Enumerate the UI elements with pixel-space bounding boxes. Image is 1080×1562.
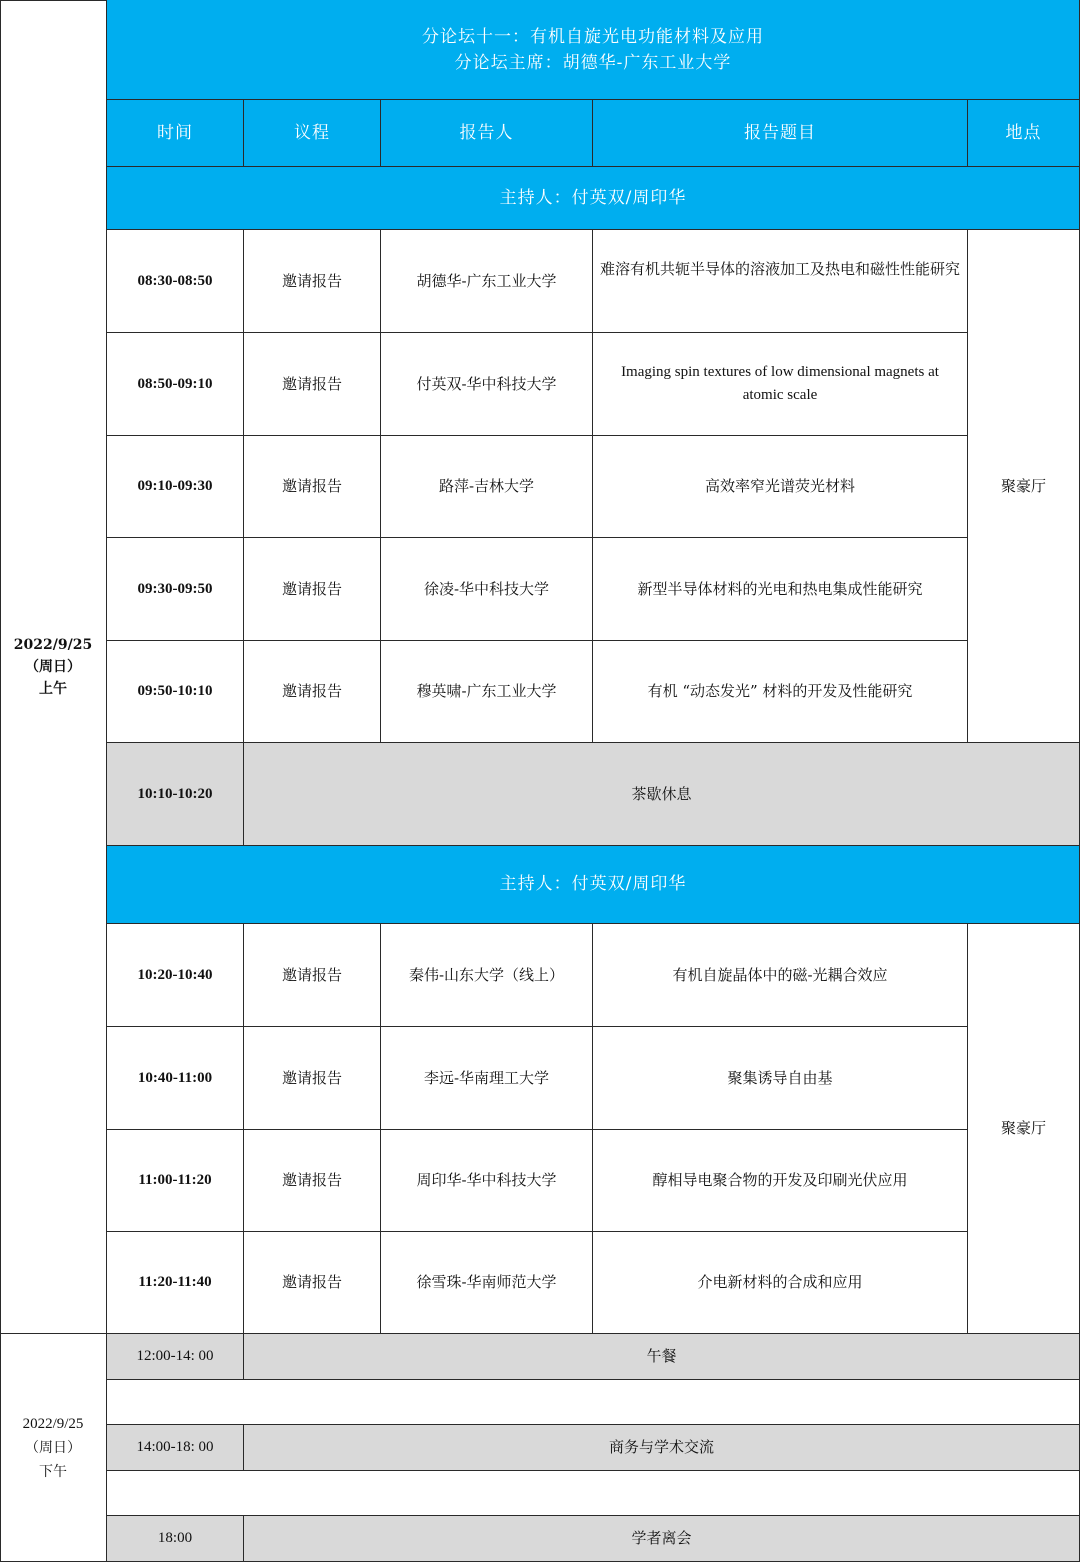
time-cell: 08:30-08:50: [107, 230, 244, 333]
header-venue: 地点: [968, 100, 1080, 167]
topic-cell: 难溶有机共轭半导体的溶液加工及热电和磁性性能研究: [593, 230, 968, 333]
header-time: 时间: [107, 100, 244, 167]
time-cell: 10:20-10:40: [107, 924, 244, 1027]
agenda-cell: 邀请报告: [244, 436, 381, 538]
agenda-cell: 邀请报告: [244, 641, 381, 743]
spacer-row: [107, 1471, 1080, 1516]
speaker-cell: 路萍-吉林大学: [381, 436, 593, 538]
meeting-time: 18:00: [107, 1516, 244, 1562]
afternoon-date: 2022/9/25: [22, 1415, 84, 1432]
time-cell: 09:30-09:50: [107, 538, 244, 641]
topic-cell: 新型半导体材料的光电和热电集成性能研究: [593, 538, 968, 641]
time-cell: 10:40-11:00: [107, 1027, 244, 1130]
topic-cell: Imaging spin textures of low dimensional magnets at atomic scale: [593, 333, 968, 436]
speaker-cell: 穆英啸-广东工业大学: [381, 641, 593, 743]
afternoon-weekday: （周日）: [25, 1439, 81, 1456]
spacer-row: [107, 1380, 1080, 1425]
host-row-2: 主持人：付英双/周印华: [107, 846, 1080, 924]
agenda-cell: 邀请报告: [244, 538, 381, 641]
agenda-cell: 邀请报告: [244, 1232, 381, 1334]
host-row-1: 主持人：付英双/周印华: [107, 167, 1080, 230]
time-cell: 09:50-10:10: [107, 641, 244, 743]
venue-cell-2: 聚豪厅: [968, 924, 1080, 1334]
speaker-cell: 付英双-华中科技大学: [381, 333, 593, 436]
topic-cell: 介电新材料的合成和应用: [593, 1232, 968, 1334]
topic-cell: 高效率窄光谱荧光材料: [593, 436, 968, 538]
speaker-cell: 秦伟-山东大学（线上）: [381, 924, 593, 1027]
agenda-cell: 邀请报告: [244, 1027, 381, 1130]
agenda-cell: 邀请报告: [244, 924, 381, 1027]
break-time: 10:10-10:20: [107, 743, 244, 846]
morning-period: 上午: [39, 680, 67, 697]
lunch-label: 午餐: [244, 1334, 1080, 1380]
break-label: 茶歇休息: [244, 743, 1080, 846]
forum-chair: 分论坛主席：胡德华-广东工业大学: [454, 52, 732, 73]
time-cell: 09:10-09:30: [107, 436, 244, 538]
topic-cell: 有机 “动态发光” 材料的开发及性能研究: [593, 641, 968, 743]
speaker-cell: 胡德华-广东工业大学: [381, 230, 593, 333]
agenda-cell: 邀请报告: [244, 1130, 381, 1232]
agenda-cell: 邀请报告: [244, 333, 381, 436]
agenda-cell: 邀请报告: [244, 230, 381, 333]
venue-cell-1: 聚豪厅: [968, 230, 1080, 743]
speaker-cell: 徐雪珠-华南师范大学: [381, 1232, 593, 1334]
header-agenda: 议程: [244, 100, 381, 167]
time-cell: 08:50-09:10: [107, 333, 244, 436]
speaker-cell: 李远-华南理工大学: [381, 1027, 593, 1130]
morning-date-cell: [0, 0, 107, 1334]
topic-cell: 有机自旋晶体中的磁-光耦合效应: [593, 924, 968, 1027]
lunch-time: 12:00-14: 00: [107, 1334, 244, 1380]
forum-title-banner: [107, 0, 1080, 100]
header-topic: 报告题目: [593, 100, 968, 167]
topic-cell: 醇相导电聚合物的开发及印刷光伏应用: [593, 1130, 968, 1232]
header-speaker: 报告人: [381, 100, 593, 167]
afternoon-period: 下午: [39, 1463, 67, 1480]
topic-cell: 聚集诱导自由基: [593, 1027, 968, 1130]
speaker-cell: 周印华-华中科技大学: [381, 1130, 593, 1232]
exchange-time: 14:00-18: 00: [107, 1425, 244, 1471]
time-cell: 11:20-11:40: [107, 1232, 244, 1334]
meeting-label: 学者离会: [244, 1516, 1080, 1562]
forum-title: 分论坛十一：有机自旋光电功能材料及应用: [422, 26, 764, 47]
time-cell: 11:00-11:20: [107, 1130, 244, 1232]
afternoon-date-cell: [0, 1334, 107, 1562]
morning-date: 2022/9/25（周日）: [13, 636, 93, 675]
speaker-cell: 徐凌-华中科技大学: [381, 538, 593, 641]
exchange-label: 商务与学术交流: [244, 1425, 1080, 1471]
